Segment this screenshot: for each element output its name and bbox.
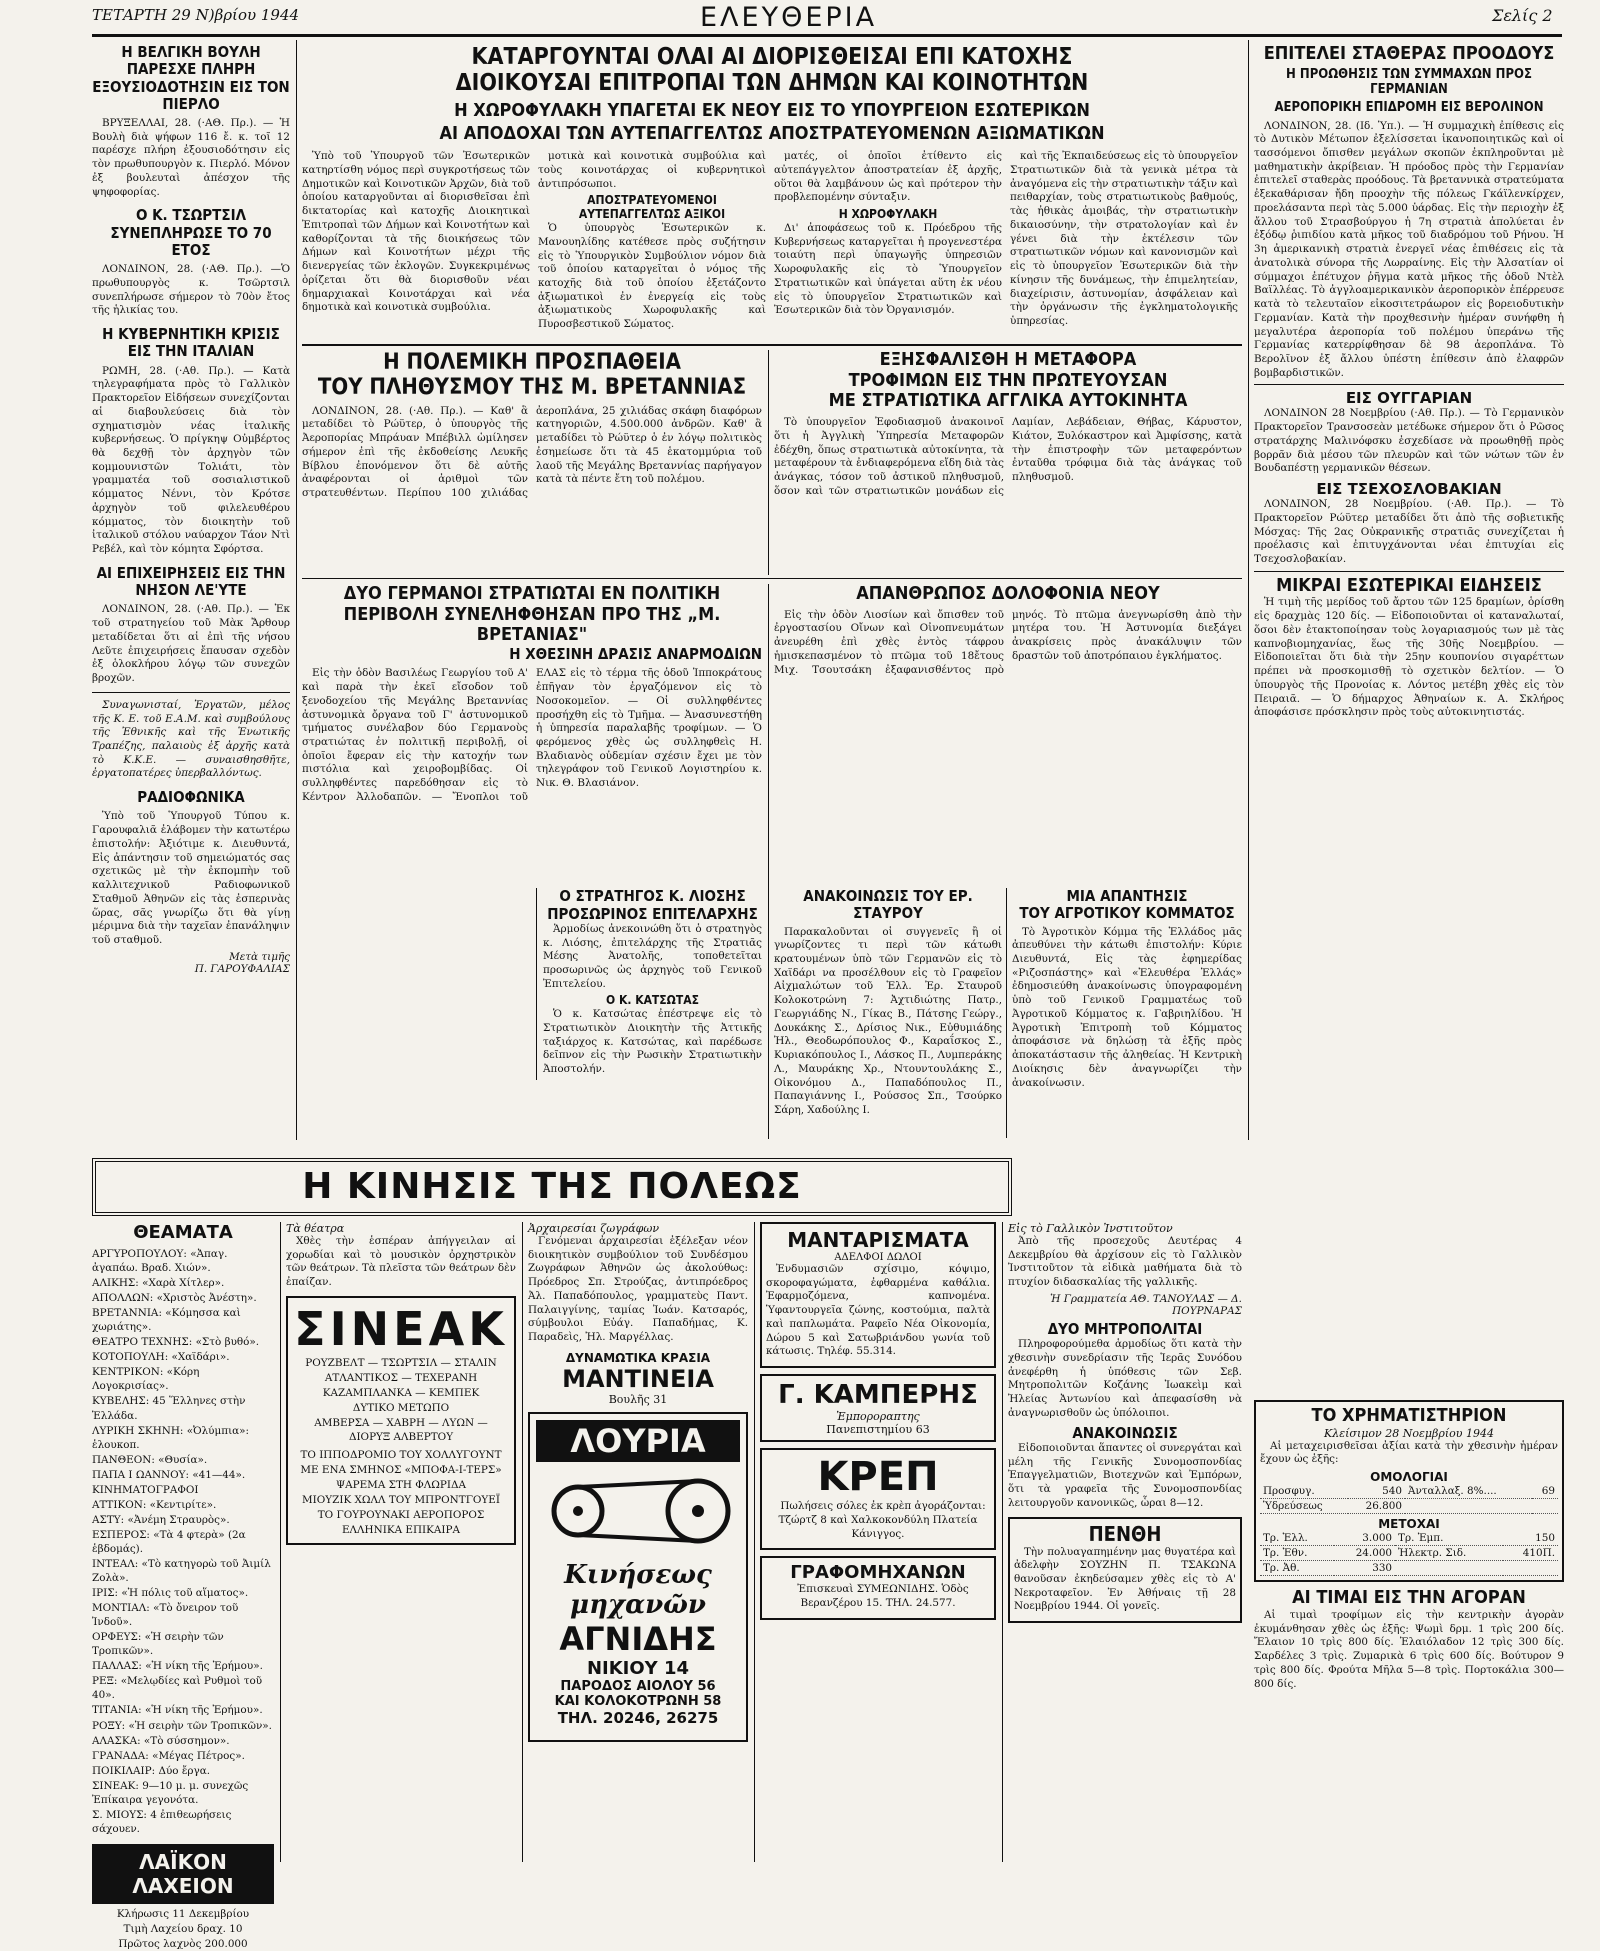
- show-listing: ΡΟΞΥ: «Ἡ σειρὴν τῶν Τροπικῶν».: [92, 1719, 272, 1732]
- market-column: [1254, 1400, 1564, 1860]
- cineac-line: ΡΟΥΖΒΕΛΤ — ΤΣΩΡΤΣΙΛ — ΣΤΑΛΙΝ: [305, 1356, 497, 1369]
- krep-body: Πωλήσεις σόλες ἐκ κρὲπ ἀγοράζονται: Τζώρτζ 8 καὶ Χαλκοκονδύλη Πλατεία Κάνιγγος.: [778, 1500, 986, 1540]
- allies-headline-1: ΕΠΙΤΕΛΕΙ ΣΤΑΘΕΡΑΣ ΠΡΟΟΔΟΥΣ: [1263, 43, 1555, 64]
- theatres-label: Τὰ θέατρα: [286, 1222, 345, 1235]
- top-col-d: καὶ τῆς Ἐκπαιδεύσεως εἰς τὸ ὑπουργεῖον Στρατιωτικῶν διὰ τὰ γενικὰ μέτρα τὰ ἀναγόμενα εἰς τὴν στρατιωτικὴν τάξιν καὶ πειθαρχίαν, τοὺς στρατιωτικοὺς βαθμούς, τὰς ἠθικὰς ἀμοιβάς, τὴν στρατιωτικὴν δικαιοσύνην, τὴν στρατολογίαν καὶ ἐν γένει διὰ τὴν ἐκτέλεσιν τῶν στρατιωτικῶν νόμων καὶ κανονισμῶν καὶ εἰς τὸ ὑπουργεῖον Ἐσωτερικῶν διὰ τὴν κίνησιν τῆς δυνάμεως, τὴν ἐπιμελητείαν, διαχείρισιν, ἀστυνομίαν, ἀσφάλειαν καὶ τὴν ὀργάνωσιν τῆς ἐγκληματολογικῆς ὑπηρεσίας.: [1010, 150, 1238, 328]
- top-sub-b: ΑΠΟΣΤΡΑΤΕΥΟΜΕΝΟΙ ΑΥΤΕΠΑΓΓΕΛΤΩΣ ΑΞΙΚΟΙ: [578, 193, 726, 222]
- table-value: 330: [1334, 1561, 1395, 1576]
- transport-headline-2: ΤΡΟΦΙΜΩΝ ΕΙΣ ΤΗΝ ΠΡΩΤΕΥΟΥΣΑΝ: [848, 369, 1168, 391]
- louria-brand: ΛΟΥΡΙΑ: [536, 1420, 740, 1462]
- kamperis-address: Πανεπιστημίου 63: [826, 1423, 930, 1437]
- mourning-box: [1008, 1517, 1242, 1624]
- table-row: [1260, 1531, 1558, 1546]
- mourning-body: Τὴν πολυαγαπημένην μας θυγατέρα καὶ ἀδελφὴν ΣΟΥΖΗΝ Π. ΤΣΑΚΩΝΑ θανοῦσαν ἐκηδεύσαμεν χθὲς εἰς τὸ Α' Νεκροταφεῖον. Ἐν Ἀθήναις τῇ 28 Νοεμβρίου 1944. Οἱ γονεῖς.: [1014, 1545, 1236, 1613]
- city-banner: Η ΚΙΝΗΣΙΣ ΤΗΣ ΠΟΛΕΩΣ: [92, 1158, 1012, 1216]
- show-listing: ΙΝΤΕΑΛ: «Τὸ κατηγορὼ τοῦ Ἀιμίλ Ζολὰ».: [92, 1557, 271, 1585]
- table-label: Ἠλεκτρ. Σιδ.: [1395, 1546, 1503, 1561]
- churchill-headline: Ο Κ. ΤΣΩΡΤΣΙΛ ΣΥΝΕΠΛΗΡΩΣΕ ΤΟ 70 ΕΤΟΣ: [110, 206, 272, 259]
- masthead-rule: [92, 34, 1562, 37]
- germans-headline-3: Η ΧΘΕΣΙΝΗ ΔΡΑΣΙΣ ΑΝΑΡΜΟΔΙΩΝ: [509, 645, 762, 664]
- table-row: [1260, 1499, 1558, 1514]
- cineac-item: ΜΙΟΥΖΙΚ ΧΩΛΛ ΤΟΥ ΜΠΡΟΝΤΓΟΥΕΪ: [302, 1494, 500, 1507]
- theatres-column: [286, 1222, 516, 1862]
- table-value: 410Π.: [1503, 1546, 1558, 1561]
- lottery-line: Πρῶτος λαχνὸς 200.000: [118, 1937, 248, 1950]
- show-listing: ΚΙΝΗΜΑΤΟΓΡΑΦΟΙ: [92, 1483, 199, 1496]
- right-column: [1254, 44, 1564, 1140]
- show-listing: ΠΟΙΚΙΛΑΙΡ: Δύο ἔργα.: [92, 1764, 211, 1777]
- hungary-headline: ΕΙΣ ΟΥΓΓΑΡΙΑΝ: [1345, 389, 1473, 408]
- column-divider: [280, 1222, 281, 1862]
- red-cross-body: Παρακαλοῦνται οἱ συγγενεῖς ἢ οἱ γνωρίζοντες τι περὶ τῶν κάτωθι κρατουμένων ὑπὸ τῶν Γερμανῶν εἰς τὸ Χαϊδάρι να προσέλθουν εἰς τὸ Γραφεῖον Αἰχμαλώτων τοῦ Ἑλλ. Ἐρ. Σταυροῦ Κολοκοτρώνη 7: Ἀχτιδιώτης Πατρ., Γεωργιάδης Ν., Γίκας Β., Πάτσης Γεώργ., Δουκάκης Σ., Δρίσιος Νικ., Εὐθυμιάδης Ἠλ., Θεοδωρόπουλος Φ., Καραΐσκος Σ., Κυριακόπουλος Ι., Λάσκος Π., Λυμπεράκης Λ., Μαυράκης Χρ., Ντουντουλάκης Σ., Οἰκονόμου Δ., Παπαδόπουλος Π., Παπαγιάννης Ι., Ρούσσος Σπ., Τσούρκο Σάρη, Χαδούλης Ι.: [774, 925, 1002, 1117]
- shares-table: [1260, 1531, 1558, 1576]
- italy-body: ΡΩΜΗ, 28. (·Αθ. Πρ.). — Κατὰ τηλεγραφήματα πρὸς τὸ Γαλλικὸν Πρακτορεῖον Εἰδήσεων συνεχίζονται αἱ διαβουλεύσεις διὰ τὸν σχηματισμὸν νέας ἰταλικῆς κυβερνήσεως. Ὁ πρίγκηψ Οὐμβέρτος θὰ δεχθῇ τὸν ἀρχηγὸν τῶν κομμουνιστῶν Τολιάτι, τὸν γραμματέα τοῦ σοσιαλιστικοῦ κόμματος Νέννι, τὸν Κρότσε ἀρχηγὸν τοῦ φιλελευθέρου κόμματος, τὸν διοικητὴν τοῦ ἰταλικοῦ στόλου ναύαρχον Τάον Ντὶ Ρεβέλ, καὶ τὸν κόμητα Σφόρτσα.: [92, 364, 290, 556]
- metropolitans-headline: ΔΥΟ ΜΗΤΡΟΠΟΛΙΤΑΙ: [1047, 1319, 1203, 1338]
- louria-address-3: ΚΑΙ ΚΟΛΟΚΟΤΡΩΝΗ 58: [554, 1693, 722, 1709]
- germans-headline-1: ΔΥΟ ΓΕΡΜΑΝΟΙ ΣΤΡΑΤΙΩΤΑΙ ΕΝ ΠΟΛΙΤΙΚΗ: [343, 583, 721, 604]
- show-listing: ΠΑΠΑ Ι ΩΑΝΝΟΥ: «41—44».: [92, 1468, 246, 1481]
- column-divider: [768, 350, 769, 575]
- shows-headline: ΘΕΑΜΑΤΑ: [133, 1222, 233, 1243]
- transport-body: Τὸ ὑπουργεῖον Ἐφοδιασμοῦ ἀνακοινοῖ ὅτι ἡ Ἀγγλικὴ Ὑπηρεσία Μεταφορῶν ἐδέχθη, ὅπως στρατιωτικὰ αὐτοκίνητα, τὰ μεταφέρουν τὰ ἐνδιαφερόμενα εἴδη διὰ τὰς ἀνάγκας, τόσον τοῦ ἀστικοῦ πληθυσμοῦ, ὅσον καὶ τῶν στρατιωτικῶν μονάδων εἰς Λαμίαν, Λεβάδειαν, Θήβας, Κάρυστον, Κιάτον, Ξυλόκαστρον καὶ Ἀμφίσσης, κατὰ τὴν ἐπιστροφὴν τῶν μεταφερόντων ἐνταῦθα τρόφιμα διὰ τὰς ἀνάγκας τοῦ πληθυσμοῦ.: [774, 416, 1242, 497]
- cineac-item: ΜΕ ΕΝΑ ΣΜΗΝΟΣ «ΜΠΟΦΑ-Ι-ΤΕΡΣ»: [300, 1464, 502, 1477]
- section-rule: [302, 578, 1242, 579]
- show-listing: ΑΡΓΥΡΟΠΟΥΛΟΥ: «Ἀπαγ. ἀγαπάω. Βραδ. Χιών».: [92, 1248, 228, 1275]
- louria-ad: [528, 1412, 748, 1742]
- top-story: [302, 44, 1242, 340]
- archaeo-body: Γενόμεναι ἀρχαιρεσίαι ἐξέλεξαν νέον διοικητικὸν συμβούλιον τοῦ Συνδέσμου Ζωγράφων Ἀθηνῶν ὡς ἀκολούθως: Πρόεδρος Σπ. Στρούζας, ἀντιπρόεδρος Ἀλ. Παπαδόπουλος, γραμματεὺς Παντ. Παλαιγγίνης, ταμίας Ἰωάν. Κατσαρός, σύμβουλοι Εὐάγ. Παπαδήμας, Κ. Παραδεὶς, Ἠλ. Μαργέλλας.: [528, 1235, 748, 1344]
- table-row: [1260, 1546, 1558, 1561]
- grafo-title: ΓΡΑΦΟΜΗΧΑΝΩΝ: [790, 1562, 966, 1584]
- germans-article: [302, 584, 762, 1134]
- grafo-body: Ἐπισκευαὶ ΣΥΜΕΩΝΙΔΗΣ. Ὁδὸς Βερανζέρου 15. ΤΗΛ. 24.577.: [797, 1583, 969, 1610]
- top-sub-c: Η ΧΩΡΟΦΥΛΑΚΗ: [838, 207, 938, 222]
- misc-news-body: Ἡ τιμὴ τῆς μερίδος τοῦ ἄρτου τῶν 125 δραμίων, ὁρίσθη εἰς δραχμὰς 120 δίς. — Εἰδοποιοῦνται οἱ καταναλωταί, ὅσοι δὲν ἐτακτοποίησαν τοὺς λογαριασμούς των μὲ τὰς καπνοβιομηχανίας, ἕως τῆς 30ῆς Νοεμβρίου. — Εἰδοποιεῖται ὅτι διὰ τὴν 25ην κουπονίου σιγαρέττων πρέπει νὰ προσκομισθῇ τὸ σχετικὸν δελτίον. — Ὁ ὑπουργὸς τῆς Προνοίας κ. Λόντος μετέβη χθὲς εἰς τὸν Πειραιᾶ. — Ὁ δήμαρχος Ἀθηναίων κ. Α. Σκλήρος ἀποφάσισε πρόσκλησιν πρὸς τοὺς αὐτοκινητιστάς.: [1254, 596, 1564, 719]
- murder-body: Εἰς τὴν ὁδὸν Λιοσίων καὶ ὄπισθεν τοῦ ἐργοστασίου Οἴνων καὶ Οἰνοπνευμάτων ἀνευρέθη ἐπὶ χθὲς ἐντὸς τάφρου ἡμισκεπασμένον τὸ πτῶμα τοῦ 18ἔτους Μιχ. Τσουτσάκη ἐξαφανισθέντος πρὸ μηνός. Τὸ πτῶμα ἀνεγνωρίσθη ἀπὸ τὴν μητέρα του. Ἡ Ἀστυνομία διεξάγει ἀνακρίσεις πρὸς ἀνακάλυψιν τῶν δραστῶν τοῦ ἀποτρόπαιου ἐγκλήματος.: [774, 608, 1242, 676]
- show-listing: ΒΡΕΤΑΝΝΙΑ: «Κόμησσα καὶ χωριάτης».: [92, 1307, 241, 1334]
- table-value: 69: [1532, 1484, 1558, 1499]
- table-value: 3.000: [1334, 1531, 1395, 1546]
- belgium-body: ΒΡΥΞΕΛΛΑΙ, 28. (·ΑΘ. Πρ.). — Ἡ Βουλὴ διὰ ψήφων 116 ἔ. κ. τοῖ 12 παρέσχε πλήρη ἐξουσιοδότησιν εἰς τὸν πρωθυπουργὸν κ. Πιερλό. Μόνον ἐξ βουλευταὶ ἀπέσχον τῆς ψηφοφορίας.: [92, 117, 290, 198]
- show-listing: ΚΕΝΤΡΙΚΟΝ: «Κόρη Λογοκρισίας».: [92, 1366, 200, 1393]
- kamperis-name: Γ. ΚΑΜΠΕΡΗΣ: [778, 1380, 978, 1411]
- top-story-rule: [302, 344, 1242, 346]
- radio-body: Ὑπὸ τοῦ Ὑπουργοῦ Τύπου κ. Γαρουφαλιᾶ ἐλάβομεν τὴν κατωτέρω ἐπιστολήν: Ἀξιότιμε κ. Διευθυντά, Εἰς ἀπάντησιν τοῦ σημειώματός σας σχετικῶς μὲ τὴν ἐκπομπὴν τοῦ καλλιτεχνικοῦ Ραδιοφωνικοῦ Σταθμοῦ Ἀθηνῶν εἰς τὰς ἐσπερινὰς ὥρας, σᾶς γνωρίζω ὅτι θὰ γίνῃ μέριμνα διὰ τὴν ταχεῖαν ἐπανάληψιν τοῦ σταθμοῦ.: [92, 810, 290, 947]
- louria-line-2: μηχανῶν: [570, 1589, 706, 1620]
- table-value: [1503, 1561, 1558, 1576]
- krep-title: ΚΡΕΠ: [817, 1454, 939, 1501]
- lottery-line: Κλήρωσις 11 Δεκεμβρίου: [116, 1907, 250, 1920]
- top-col-c: ματές, οἱ ὁποῖοι ἐτίθεντο εἰς αὐτεπάγγελτον ἀποστρατείαν ἐξ ἀρχῆς, οὕτοι θὰ λαμβάνουν ὡς καὶ πρότερον τὴν προβλεπομένην σύνταξιν.: [774, 150, 1002, 204]
- czech-body: ΛΟΝΔΙΝΟΝ, 28 Νοεμβρίου. (·Αθ. Πρ.). — Τὸ Πρακτορεῖον Ρώϋτερ μεταδίδει ὅτι ἀπὸ τῆς σοβιετικῆς Μόσχας: Τῆς 2ας Οὐκρανικῆς στρατιᾶς συνεχίζεται ἡ προέλασις καὶ ἐπιτυγχάνονται νέαι ἐπιτυχίαι εἰς Τσεχοσλοβακίαν.: [1254, 498, 1564, 566]
- general-body: Ἁρμοδίως ἀνεκοινώθη ὅτι ὁ στρατηγὸς κ. Λιόσης, ἐπιτελάρχης τῆς Στρατιᾶς Μέσης Ἀνατολῆς, τοποθετεῖται προσωρινῶς ὡς ἀρχηγὸς τοῦ Γενικοῦ Ἐπιτελείου.: [543, 922, 762, 990]
- theatres-body: Χθὲς τὴν ἑσπέραν ἀπήγγειλαν αἱ χορωδίαι καὶ τὸ μουσικὸν ὀρχηστρικὸν τῶν θεάτρων. Τὰ πλεῖστα τῶν θεάτρων δὲν ἐπαίζαν.: [286, 1235, 516, 1289]
- show-listing: ΚΟΤΟΠΟΥΛΗ: «Χαϊδάρι».: [92, 1351, 230, 1364]
- show-listing: ΠΑΛΛΑΣ: «Ἡ νίκη τῆς Ἐρήμου».: [92, 1660, 263, 1673]
- show-listing: ΠΑΝΘΕΟΝ: «Θυσία».: [92, 1453, 208, 1466]
- wine-title: ΔΥΝΑΜΩΤΙΚΑ ΚΡΑΣΙΑ: [565, 1350, 711, 1365]
- table-value: [1532, 1499, 1558, 1514]
- lottery-lines: [92, 1907, 274, 1951]
- kamperis-ad: [760, 1374, 996, 1442]
- ads-column: [528, 1222, 748, 1862]
- show-listing: ΙΡΙΣ: «Ἡ πόλις τοῦ αἵματος».: [92, 1587, 249, 1600]
- show-listing: ΕΣΠΕΡΟΣ: «Τὰ 4 φτερὰ» (2α ἑβδομάς).: [92, 1528, 246, 1555]
- column-divider: [768, 584, 769, 1139]
- archaeo-label: Ἀρχαιρεσίαι ζωγράφων: [528, 1222, 660, 1235]
- column-divider: [1248, 40, 1249, 1140]
- machinery-belt-icon: [538, 1466, 738, 1556]
- mantarismata-title: ΜΑΝΤΑΡΙΣΜΑΤΑ: [787, 1228, 969, 1252]
- table-value: 540: [1348, 1484, 1405, 1499]
- french-institute-signature: Ἡ Γραμματεία ΑΘ. ΤΑΝΟΥΛΑΣ — Δ. ΠΟΥΡΝΑΡΑΣ: [1050, 1292, 1242, 1317]
- italy-headline: Η ΚΥΒΕΡΝΗΤΙΚΗ ΚΡΙΣΙΣ ΕΙΣ ΤΗΝ ΙΤΑΛΙΑΝ: [102, 325, 280, 361]
- louria-address-1: ΝΙΚΙΟΥ 14: [586, 1657, 690, 1679]
- show-listing: ΑΠΟΛΛΩΝ: «Χριστὸς Ἀνέστη».: [92, 1292, 257, 1305]
- katsotas-headline: Ο Κ. ΚΑΤΣΩΤΑΣ: [606, 993, 699, 1008]
- leyte-body: ΛΟΝΔΙΝΟΝ, 28. (·Αθ. Πρ.). — Ἐκ τοῦ στρατηγείου τοῦ Μὰκ Ἄρθουρ μεταδίδεται ὅτι αἱ ἐπὶ τῆς νήσου Λεῦτε ἐπιχειρήσεις ἔπαυσαν σχεδὸν ἐξ ὁλοκλήρου λόγῳ τῶν συνεχῶν βροχῶν.: [92, 603, 290, 685]
- war-effort-body: ΛΟΝΔΙΝΟΝ, 28. (·Αθ. Πρ.). — Καθ' ἃ μεταδίδει τὸ Ρώϋτερ, ὁ ὑπουργὸς τῆς Ἀεροπορίας Μπράυαν Μπέβιλλ ὡμίλησεν σήμερον ἐπὶ τῆς ἐκδοθείσης Λευκῆς Βίβλου ἐπονόμενον ὅτι δὲ αὐτῆς ἀναφέρονται οἱ ἀριθμοὶ τῶν στρατευθέντων. Περίπου 100 χιλιάδας ἀεροπλάνα, 25 χιλιάδας σκάφη διαφόρων κατηγοριῶν, 4.500.000 ἀνδρῶν. Καθ' ἃ μεταδίδει τὸ Ρώϋτερ ὁ ἐν λόγῳ πολιτικὸς ἐσημείωσε ὅτι τὰ 45 ἑκατομμύρια τοῦ λαοῦ τῆς Μεγάλης Βρεταννίας παρήγαγον κατὰ τὰ πέντε ἔτη τοῦ πολέμου.: [302, 404, 762, 499]
- table-label: Τρ. Ἐθν.: [1260, 1546, 1334, 1561]
- table-label: Τρ. Ἐμπ.: [1395, 1531, 1503, 1546]
- bonds-headline: ΟΜΟΛΟΓΙΑΙ: [1370, 1470, 1448, 1485]
- cineac-ad: [286, 1296, 516, 1545]
- show-listing: ΑΛΙΚΗΣ: «Χαρὰ Χίτλερ».: [92, 1277, 225, 1290]
- grafo-ad: [760, 1556, 996, 1619]
- agrarian-headline-2: ΤΟΥ ΑΓΡΟΤΙΚΟΥ ΚΟΜΜΑΤΟΣ: [1019, 904, 1235, 923]
- exchange-box: [1254, 1400, 1564, 1582]
- table-row: [1260, 1484, 1558, 1499]
- top-headline-3: Η ΧΩΡΟΦΥΛΑΚΗ ΥΠΑΓΕΤΑΙ ΕΚ ΝΕΟΥ ΕΙΣ ΤΟ ΥΠΟΥΡΓΕΙΟΝ ΕΣΩΤΕΡΙΚΩΝ: [454, 99, 1090, 121]
- show-listing: ΚΥΒΕΛΗΣ: 45 Ἕλληνες στὴν Ἑλλάδα.: [92, 1395, 246, 1422]
- table-label: Τρ. Ἑλλ.: [1260, 1531, 1334, 1546]
- mourning-headline: ΠΕΝΘΗ: [1088, 1521, 1162, 1546]
- top-headline-2: ΔΙΟΙΚΟΥΣΑΙ ΕΠΙΤΡΟΠΑΙ ΤΩΝ ΔΗΜΩΝ ΚΑΙ ΚΟΙΝΟΤΗΤΩΝ: [455, 70, 1089, 97]
- show-listing: ΛΥΡΙΚΗ ΣΚΗΝΗ: «Ὀλύμπια»: ἑλουκοπ.: [92, 1424, 250, 1451]
- war-effort-article: [302, 350, 762, 575]
- column-divider: [522, 1222, 523, 1862]
- krep-ad: [760, 1448, 996, 1550]
- red-cross-article: [774, 888, 1002, 1138]
- table-label: [1395, 1561, 1503, 1576]
- table-value: 150: [1503, 1531, 1558, 1546]
- murder-headline: ΑΠΑΝΘΡΩΠΟΣ ΔΟΛΟΦΟΝΙΑ ΝΕΟΥ: [856, 583, 1160, 604]
- allies-headline-2: Η ΠΡΟΩΘΗΣΙΣ ΤΩΝ ΣΥΜΜΑΧΩΝ ΠΡΟΣ ΓΕΡΜΑΝΙΑΝ: [1286, 66, 1532, 97]
- table-label: Ὑδρεύσεως: [1260, 1499, 1348, 1514]
- louria-address-2: ΠΑΡΟΔΟΣ ΑΙΟΛΟΥ 56: [560, 1678, 716, 1694]
- louria-line-1: Κινήσεως: [564, 1559, 712, 1590]
- page-number: Σελίς 2: [1492, 6, 1553, 25]
- prices-body: Αἱ τιμαὶ τροφίμων εἰς τὴν κεντρικὴν ἀγορὰν ἐκυμάνθησαν χθὲς ὡς ἑξῆς: Ψωμὶ δρμ. 1 τρὶς 200 δίς. Ἔλαιον 10 τρὶς 800 δίς. Ἐλαιόλαδον 12 τρὶς 300 δίς. Σαρδέλες 3 τρὶς. Ζυμαρικὰ 6 τρὶς 600 δίς. Βούτυρον 9 τρὶς 800 δίς. Φρούτα Μῆλα 5—8 τρὶς. Πορτοκάλια 300—800 δίς.: [1254, 1608, 1564, 1690]
- mantarismata-ad: [760, 1222, 996, 1368]
- wine-address: Βουλῆς 31: [608, 1392, 668, 1406]
- cineac-line: ΑΜΒΕΡΣΑ — ΧΑΒΡΗ — ΛΥΩΝ — ΔΙΟΡΥΞ ΑΛΒΕΡΤΟΥ: [314, 1417, 488, 1444]
- table-row: [1260, 1561, 1558, 1576]
- transport-article: [774, 350, 1242, 575]
- table-label: Προσφυγ.: [1260, 1484, 1348, 1499]
- exchange-subtitle: Κλείσιμον 28 Νοεμβρίου 1944: [1324, 1426, 1494, 1440]
- show-listing: ΟΡΦΕΥΣ: «Ἡ σειρὴν τῶν Τροπικῶν».: [92, 1631, 224, 1658]
- show-listing: ΜΟΝΤΙΑΛ: «Τὸ ὄνειρον τοῦ Ἰνδοῦ».: [92, 1602, 239, 1629]
- small-ads-column: [760, 1222, 996, 1862]
- metropolitans-body: Πληροφορούμεθα ἁρμοδίως ὅτι κατὰ τὴν χθεσινὴν συνεδρίασιν τῆς Ἱερᾶς Συνόδου ἀνεφέρθη ἡ ὑπόθεσις τῶν Σεβ. Μητροπολιτῶν Κοζάνης Ἰωακεὶμ καὶ Ἠλείας Ἀντωνίου καὶ ἀπεφασίσθη νὰ ἀναγνωρισθοῦν ὡς ὑπόλοιποι.: [1008, 1338, 1242, 1419]
- top-col-c2: Δι' ἀποφάσεως τοῦ κ. Πρόεδρου τῆς Κυβερνήσεως καταργεῖται ἡ προγενεστέρα τοιαύτη περὶ ὑπαγωγῆς ὑπηρεσιῶν Χωροφυλακῆς εἰς τὸ Ὑπουργεῖον Στρατιωτικῶν καὶ ὑπάγεται αὕτη ἐκ νέου εἰς τὸ ὑπουργεῖον Στρατιωτικῶν καὶ Ἐσωτερικῶν διὰ τὸν Ὀργανισμόν.: [774, 221, 1002, 317]
- lottery-line: Τιμὴ Λαχείου δραχ. 10: [123, 1922, 243, 1935]
- mantarismata-subtitle: ΑΔΕΛΦΟΙ ΔΩΛΟΙ: [834, 1252, 922, 1263]
- wine-name: ΜΑΝΤΙΝΕΙΑ: [562, 1364, 714, 1393]
- show-listing: ΓΡΑΝΑΔΑ: «Μέγας Πέτρος».: [92, 1749, 245, 1762]
- exchange-intro: Αἱ μεταχειρισθεῖσαι ἀξίαι κατὰ τὴν χθεσινὴν ἡμέραν ἔχουν ὡς ἑξῆς:: [1260, 1439, 1558, 1466]
- top-headline-4: ΑΙ ΑΠΟΔΟΧΑΙ ΤΩΝ ΑΥΤΕΠΑΓΓΕΛΤΩΣ ΑΠΟΣΤΡΑΤΕΥΟΜΕΝΩΝ ΑΞΙΩΜΑΤΙΚΩΝ: [439, 122, 1105, 144]
- show-listing: Σ. ΜΙΟΥΣ: 4 ἐπιθεωρήσεις σάχουεν.: [92, 1808, 232, 1835]
- cineac-items: [292, 1448, 510, 1537]
- transport-headline-3: ΜΕ ΣΤΡΑΤΙΩΤΙΚΑ ΑΓΓΛΙΚΑ ΑΥΤΟΚΙΝΗΤΑ: [828, 390, 1188, 412]
- allies-headline-3: ΑΕΡΟΠΟΡΙΚΗ ΕΠΙΔΡΟΜΗ ΕΙΣ ΒΕΡΟΛΙΝΟΝ: [1274, 99, 1544, 115]
- notices-column: [1008, 1222, 1242, 1862]
- cineac-item: ΕΛΛΗΝΙΚΑ ΕΠΙΚΑΙΡΑ: [341, 1524, 461, 1537]
- mantarismata-body: Ἐνδυμασιῶν σχίσιμο, κόψιμο, σκοροφαγώματα, ἐφθαρμένα καθάλια. Ἐφαρμοζόμενα, καπνομένα. Ὑφαντουργεῖα ζώνης, κοστούμια, παλτὰ καὶ παπλωμάτα. Ραφεῖο Νέα Οἰκονομία, Δώρου 5 καὶ Σατωβριάνδου γωνία τοῦ κάτωσις. Τηλέφ. 55.314.: [766, 1263, 990, 1358]
- shares-headline: ΜΕΤΟΧΑΙ: [1378, 1517, 1440, 1532]
- louria-phone: ΤΗΛ. 20246, 26275: [557, 1708, 719, 1727]
- top-col-b: μοτικὰ καὶ κοινοτικὰ συμβούλια καὶ τοὺς κοινοτάρχας οἱ κυβερνητικοὶ ἀντιπρόσωποι.: [538, 150, 766, 190]
- french-institute-label: Εἰς τὸ Γαλλικὸν Ἰνστιτοῦτον: [1008, 1222, 1173, 1235]
- cineac-item: ΤΟ ΙΠΠΟΔΡΟΜΙΟ ΤΟΥ ΧΟΛΛΥΓΟΥΝΤ: [300, 1449, 502, 1462]
- war-effort-headline-1: Η ΠΟΛΕΜΙΚΗ ΠΡΟΣΠΑΘΕΙΑ: [383, 350, 681, 375]
- general-headline-1: Ο ΣΤΡΑΤΗΓΟΣ Κ. ΛΙΟΣΗΣ: [559, 887, 746, 906]
- eam-note: Συναγωνισταί, Ἐργατῶν, μέλος τῆς Κ. Ε. τοῦ Ε.Α.Μ. καὶ συμβούλους τῆς Ἐθνικῆς καὶ τῆς Ἑνωτικῆς Τραπέζης, παλαιοὺς ἐξ ἀρχῆς κατὰ τὸ Κ.Κ.Ε. — συναισθησθῆτε, ἐργατοπατέρες ὑπερβαλλόντως.: [92, 698, 290, 780]
- germans-body: Εἰς τὴν ὁδὸν Βασιλέως Γεωργίου τοῦ Α' καὶ παρὰ τὴν ἐκεῖ εἴσοδον τοῦ ξενοδοχείου τῆς Μεγάλης Βρεταννίας ἀστυνομικὰ ὄργανα τοῦ Γ' ἀστυνομικοῦ τμήματος συνέλαβον δύο Γερμανοὺς στρατιώτας ἐν πολιτικῇ περιβολῇ, οἱ ὁποῖοι ἔφεραν εἰς τὴν κατοχήν των πιστόλια καὶ χειροβομβίδας. Οἱ συλληφθέντες παρεδόθησαν εἰς τὸ Κέντρον Ἀλλοδαπῶν. — Ἔνοπλοι τοῦ ΕΛΑΣ εἰς τὸ τέρμα τῆς ὁδοῦ Ἱπποκράτους ἐπῆγαν τὸν ἐργαζόμενον εἰς τὸ Νοσοκομεῖον. — Οἱ συλληφθέντες προσήχθη εἰς τὸ Τμῆμα. — Ἀνασυνεστήθη ἡ ὑπηρεσία παραλαβῆς τροφίμων. — Ὁ φερόμενος χθὲς ὡς συλληφθεὶς Η. Βλαδιανὸς οὐδεμίαν σχέσιν ἔχει με τὸν τηλεγράφον τοῦ Γενικοῦ Λογιστηρίου κ. Νικ. Θ. Βλασιάνον.: [302, 667, 762, 803]
- general-headline-2: ΠΡΟΣΩΡΙΝΟΣ ΕΠΙΤΕΛΑΡΧΗΣ: [547, 904, 758, 923]
- radio-closing: Μετὰ τιμῆς: [229, 950, 290, 963]
- table-value: 26.800: [1348, 1499, 1405, 1514]
- murder-article: [774, 584, 1242, 884]
- bonds-table: [1260, 1484, 1558, 1514]
- shows-list: [92, 1247, 274, 1836]
- cineac-line: ΚΑΖΑΜΠΛΑΝΚΑ — ΚΕΜΠΕΚ: [322, 1387, 480, 1400]
- cineac-title: ΣΙΝΕΑΚ: [294, 1301, 508, 1356]
- agrarian-body: Τὸ Ἀγροτικὸν Κόμμα τῆς Ἑλλάδος μᾶς ἀπευθύνει τὴν κάτωθι ἐπιστολήν: Κύριε Διευθυντά, Εἰς τὰς ἐφημερίδας «Ριζοσπάστης» καὶ «Ἐλευθέρα Ἑλλάς» ἐδημοσιεύθη ἀνακοίνωσις ὑπογραφομένη ὑπὸ τοῦ Γενικοῦ Γραμματέως τοῦ Ἀγροτικοῦ Κόμματος κ. Γαβριηλίδου. Ἡ Ἀγροτικὴ Ἐπιτροπὴ τοῦ Κόμματος ἀποφάσισε νὰ δηλώσῃ τὰ ἑξῆς πρὸς ἀποκατάστασιν τῆς ἀληθείας. Ἡ Κεντρικὴ Διοίκησις δὲν ἀναγνωρίζει τὴν ἀνακοίνωσιν.: [1012, 925, 1242, 1089]
- kamperis-line: Ἐμποροραπτης: [836, 1410, 920, 1424]
- prices-headline: ΑΙ ΤΙΜΑΙ ΕΙΣ ΤΗΝ ΑΓΟΡΑΝ: [1292, 1587, 1526, 1609]
- show-listing: ΑΤΤΙΚΟΝ: «Κεντιρίτε».: [92, 1498, 217, 1511]
- column-divider: [296, 40, 297, 1140]
- belgium-headline: Η ΒΕΛΓΙΚΗ ΒΟΥΛΗ ΠΑΡΕΣΧΕ ΠΛΗΡΗ ΕΞΟΥΣΙΟΔΟΤΗΣΙΝ ΕΙΣ ΤΟΝ ΠΙΕΡΛΟ: [92, 43, 290, 113]
- cineac-line: ΑΤΛΑΝΤΙΚΟΣ — ΤΕΧΕΡΑΝΗ: [324, 1371, 478, 1384]
- left-column: [92, 44, 290, 1140]
- table-label: Ἀνταλλαξ. 8%....: [1405, 1484, 1532, 1499]
- leyte-headline: ΑΙ ΕΠΙΧΕΙΡΗΣΕΙΣ ΕΙΣ ΤΗΝ ΝΗΣΟΝ ΛΕ'ΥΤΕ: [96, 563, 286, 600]
- masthead-date: ΤΕΤΑΡΤΗ 29 Ν)βρίου 1944: [92, 6, 300, 24]
- katsotas-body: Ὁ κ. Κατσώτας ἐπέστρεψε εἰς τὸ Στρατιωτικὸν Διοικητὴν τῆς Ἀττικῆς ταξιάρχος κ. Κατσώτας, καὶ παρέδωσε δεῖπνον εἰς τὴν Ρωσικὴν Στρατιωτικὴν Ἀποστολήν.: [543, 1008, 762, 1076]
- czech-headline: ΕΙΣ ΤΣΕΧΟΣΛΟΒΑΚΙΑΝ: [1316, 480, 1502, 499]
- newspaper-title: ΕΛΕΥΘΕΡΙΑ: [700, 2, 878, 33]
- cineac-line: ΔΥΤΙΚΟ ΜΕΤΩΠΟ: [352, 1402, 450, 1415]
- top-col-a: Ὑπὸ τοῦ Ὑπουργοῦ τῶν Ἐσωτερικῶν κατηρτίσθη νόμος περὶ συγκροτήσεως τῶν Δημοτικῶν καὶ Κοινοτικῶν Ἀρχῶν, διὰ τοῦ ὁποίου καταργοῦνται αἱ διορισθεῖσαι ἐπὶ δικτατορίας καὶ κατοχῆς Διοικητικαὶ Ἐπιτροπαὶ τῶν Δήμων καὶ Κοινοτήτων καὶ καθορίζονται τὰ τῆς διοικήσεως τῶν Δήμων καὶ Κοινοτήτων μέχρι τῆς διενεργείας τῶν ἐκλογῶν. Συγκεκριμένως ὁρίζεται ὅτι θὰ διορισθοῦν νέαι δημαρχιακαὶ Κοινοτάρχαι καὶ νέα δημοτικὰ καὶ κοινοτικὰ συμβούλια.: [302, 150, 530, 314]
- show-listing: ΘΕΑΤΡΟ ΤΕΧΝΗΣ: «Στὸ βυθό».: [92, 1336, 260, 1349]
- misc-news-headline: ΜΙΚΡΑΙ ΕΣΩΤΕΡΙΚΑΙ ΕΙΔΗΣΕΙΣ: [1276, 574, 1542, 596]
- french-institute-body: Ἀπὸ τῆς προσεχοῦς Δευτέρας 4 Δεκεμβρίου θὰ ἀρχίσουν εἰς τὸ Γαλλικὸν Ἰνστιτοῦτον τὰ εἰδικὰ μαθήματα διὰ τὸ πτυχίον διδασκαλίας τῆς γαλλικῆς.: [1008, 1235, 1242, 1289]
- agrarian-headline-1: ΜΙΑ ΑΠΑΝΤΗΣΙΣ: [1066, 887, 1188, 905]
- notices-body: Εἰδοποιοῦνται ἅπαντες οἱ συνεργάται καὶ μέλη τῆς Γενικῆς Συνομοσπονδίας Ἐπαγγελματιῶν, Βιοτεχνῶν καὶ Ἐμπόρων, ὅτι τὰ γραφεῖα τῆς Συνομοσπονδίας λειτουργοῦν κανονικῶς, ὧραι 8—12.: [1008, 1441, 1242, 1509]
- war-effort-headline-2: ΤΟΥ ΠΛΗΘΥΣΜΟΥ ΤΗΣ Μ. ΒΡΕΤΑΝΝΙΑΣ: [317, 375, 747, 401]
- germans-headline-2: ΠΕΡΙΒΟΛΗ ΣΥΝΕΛΗΦΘΗΣΑΝ ΠΡΟ ΤΗΣ „Μ. ΒΡΕΤΑΝΙΑΣ": [343, 603, 721, 646]
- cineac-lines: [292, 1356, 510, 1444]
- radio-headline: ΡΑΔΙΟΦΩΝΙΚΑ: [137, 788, 245, 807]
- notices-headline: ΑΝΑΚΟΙΝΩΣΙΣ: [1072, 1423, 1178, 1442]
- show-listing: ΑΣΤΥ: «Ἀνέμη Στραυρὸς».: [92, 1513, 230, 1526]
- table-value: 24.000: [1334, 1546, 1395, 1561]
- show-listing: ΤΙΤΑΝΙΑ: «Ἡ νίκη τῆς Ἐρήμου».: [92, 1704, 263, 1717]
- top-headline-1: ΚΑΤΑΡΓΟΥΝΤΑΙ ΟΛΑΙ ΑΙ ΔΙΟΡΙΣΘΕΙΣΑΙ ΕΠΙ ΚΑΤΟΧΗΣ: [471, 44, 1073, 70]
- cineac-item: ΨΑΡΕΜΑ ΣΤΗ ΦΛΩΡΙΔΑ: [335, 1479, 467, 1492]
- column-divider: [1002, 1222, 1003, 1862]
- show-listing: ΣΙΝΕΑΚ: 9—10 μ. μ. συνεχῶς Ἐπίκαιρα γεγονότα.: [92, 1779, 249, 1806]
- lottery-title: ΛΑΪΚΟΝ ΛΑΧΕΙΟΝ: [92, 1844, 274, 1904]
- allies-body: ΛΟΝΔΙΝΟΝ, 28. (Ιδ. Ὑπ.). — Ἡ συμμαχικὴ ἐπίθεσις εἰς τὸ Δυτικὸν Μέτωπον ἐξελίσσεται ἱκανοποιητικῶς καὶ οἱ τασσόμενοι ὄπισθεν μεγάλων σκοπῶν ἐκπληροῦνται μὲ μαθηματικὴν ἀκρίβειαν. Ἡ πρόοδος πρὸς τὴν Γερμανίαν ἐπιτελεῖ σταθερὰς προόδους. Τὰ βρεταννικὰ στρατεύματα ἐξεκαθάρισαν ἤδη προοχὴν τῆς πόλεως Γκάϊλενκίρχεν, προελάσαντα περὶ τὰς 5.000 ὑάρδας. Εἰς τὴν περιοχὴν ἐξ ἄλλου τοῦ Στρασβούργου ἡ 7η στρατιὰ ἀπολύεται ἐν ἐξόδῳ ῥιπιδίου κατὰ μῆκος τοῦ διαδρόμου τοῦ Ρήνου. Ἡ 3η ἀμερικανικὴ στρατιὰ ἐνεργεῖ νέας ἐπιθέσεις εἰς τὰ ἀνατολικὰ σύνορα τῆς Λωρραίνης. Εἰς τὴν Ἀλσατίαν οἱ σύμμαχοι ἐπέτυχον ῥῆγμα κατὰ μῆκος τῆς ὁδοῦ Ντὲλ Βαϊλλέας. Τὸ ἀγγλοαμερικανικὸν ἀεροπορικὸν ἐπέρρευσε κατὰ τὸ τελευταῖον εἰκοσιτετράωρον εἰς βορειοδυτικὴν Γερμανίαν. Κατὰ τὴν προχθεσινὴν ἡμέραν συνήφθη ἡ μεγαλυτέρα ἀεροπορία τοῦ πολέμου ὑπεράνω τῆς Γερμανίας κατερρίφθησαν δὲ 98 ἀεροπλάνα. Τὸ Βερολῖνον ἐξ ἄλλου ὑπέστη ἐπίθεσιν ἀπὸ ἐλαφρῶν βομβαρδιστικῶν.: [1254, 119, 1564, 379]
- shows-column: [92, 1222, 274, 1950]
- show-listing: ΑΛΑΣΚΑ: «Τὸ σύσσημον».: [92, 1734, 230, 1747]
- table-label: Τρ. Ἀθ.: [1260, 1561, 1334, 1576]
- table-label: [1405, 1499, 1532, 1514]
- show-listing: ΡΕΞ: «Μελῳδίες καὶ Ρυθμοὶ τοῦ 40».: [92, 1675, 263, 1702]
- exchange-headline: ΤΟ ΧΡΗΜΑΤΙΣΤΗΡΙΟΝ: [1311, 1405, 1507, 1426]
- louria-name: ΑΓΝΙΔΗΣ: [559, 1619, 717, 1658]
- churchill-body: ΛΟΝΔΙΝΟΝ, 28. (·ΑΘ. Πρ.). —Ὁ πρωθυπουργὸς κ. Τσῶρτσιλ συνεπλήρωσε σήμερον τὸ 70ὸν ἔτος τῆς ἡλικίας του.: [92, 263, 290, 317]
- radio-signature: Π. ΓΑΡΟΥΦΑΛΙΑΣ: [194, 962, 290, 975]
- column-divider: [754, 1222, 755, 1862]
- column-divider: [1006, 888, 1007, 1138]
- cineac-item: ΤΟ ΓΟΥΡΟΥΝΑΚΙ ΑΕΡΟΠΟΡΟΣ: [317, 1509, 485, 1522]
- top-col-b2: Ὁ ὑπουργὸς Ἐσωτερικῶν κ. Μανουηλίδης κατέθεσε πρὸς συζήτησιν εἰς τὸ Ὑπουργικὸν Συμβούλιον νόμον διὰ τοῦ ὁποίου καταργεῖται ὁ νόμος τῆς κατοχῆς διὰ τοῦ ὁποίου ἐξετάζοντο ἀξιωματικοὶ ἐν ἐνεργείᾳ εἰς τοὺς ἀξιωματικοὺς Χωροφυλακῆς καὶ Πυροσβεστικοῦ Σώματος.: [538, 222, 766, 331]
- red-cross-headline: ΑΝΑΚΟΙΝΩΣΙΣ ΤΟΥ ΕΡ. ΣΤΑΥΡΟΥ: [803, 887, 973, 923]
- hungary-body: ΛΟΝΔΙΝΟΝ 28 Νοεμβρίου (·Αθ. Πρ.). — Τὸ Γερμανικὸν Πρακτορεῖον Τρανσοσεὰν μετέδωκε σήμερον ὅτι ὁ Ρῶσος στρατάρχης Μαλινόφσκυ ἐσχεδίασε νὰ προωθηθῇ πρὸς βορρᾶν διὰ μέσου τῶν πλευρῶν καὶ τῶν νώτων τῶν ἐν Βουδαπέστῃ γερμανικῶν θέσεων.: [1254, 407, 1564, 475]
- transport-headline-1: ΕΞΗΣΦΑΛΙΣΘΗ Η ΜΕΤΑΦΟΡΑ: [879, 349, 1137, 370]
